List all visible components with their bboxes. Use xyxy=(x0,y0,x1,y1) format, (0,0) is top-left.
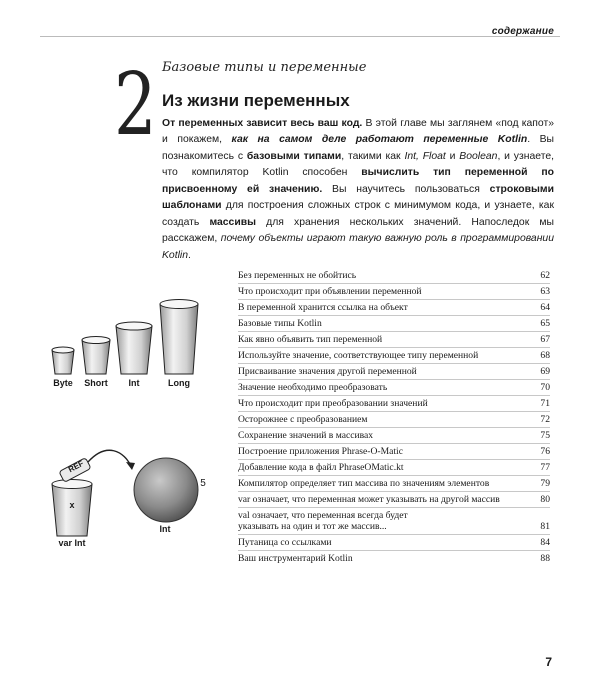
toc-entry[interactable] xyxy=(238,364,550,380)
toc-entry-page: 79 xyxy=(540,478,550,489)
section-label: содержание xyxy=(491,26,554,37)
chapter-number: 2 xyxy=(114,55,157,155)
toc-entry[interactable] xyxy=(238,380,550,396)
toc-entry-page: 72 xyxy=(540,414,550,425)
var-name-label: x xyxy=(69,500,75,510)
toc-entry-page: 76 xyxy=(540,446,550,457)
toc-entry-title: Что происходит при объявлении переменной xyxy=(238,286,422,297)
toc-entry-title: Присваивание значения другой переменной xyxy=(238,366,417,377)
toc-entry[interactable] xyxy=(238,332,550,348)
toc-entry[interactable] xyxy=(238,268,550,284)
toc-entry[interactable] xyxy=(238,535,550,551)
chapter-subtitle: Базовые типы и переменные xyxy=(162,60,367,75)
intro-term: массивы xyxy=(209,216,256,228)
intro-text: В этой главе мы заглянем «под капот» и покажем, xyxy=(162,118,554,146)
intro-emph: как на самом деле работают переменные Kotlin xyxy=(231,134,528,146)
toc-entry-page: 81 xyxy=(540,521,550,532)
toc-entry[interactable] xyxy=(238,348,550,364)
intro-text: для построения сложных строк с минимумом кода, и узнаете, как создать xyxy=(162,200,554,228)
reference-arrow-icon xyxy=(88,450,132,468)
toc-entry-title: Сохранение значений в массивах xyxy=(238,430,374,441)
illustration xyxy=(46,290,226,560)
object-value-label: 5 xyxy=(200,478,206,489)
cups-drawing xyxy=(46,290,226,560)
intro-text: для хранения нескольких значений. Напоследок мы расскажем, xyxy=(162,216,555,245)
toc-entry-page: 68 xyxy=(540,350,550,361)
chapter-intro xyxy=(162,116,554,264)
cup-label: Short xyxy=(84,378,108,388)
toc-entry-title: Путаница со ссылками xyxy=(238,537,332,548)
toc-entry[interactable] xyxy=(238,284,550,300)
intro-term: строковыми шаблонами xyxy=(162,183,554,212)
page-number: 7 xyxy=(545,655,552,669)
toc-entry[interactable] xyxy=(238,492,550,508)
toc-entry[interactable] xyxy=(238,300,550,316)
cup-int-icon xyxy=(116,322,152,374)
toc-entry-page: 69 xyxy=(540,366,550,377)
toc-entry-page: 75 xyxy=(540,430,550,441)
toc-entry-title: Компилятор определяет тип массива по значениям элементов xyxy=(238,478,490,489)
toc-entry-title: Построение приложения Phrase-O-Matic xyxy=(238,446,403,457)
toc-entry[interactable] xyxy=(238,316,550,332)
toc-entry-title: Базовые типы Kotlin xyxy=(238,318,322,329)
toc-entry-page: 70 xyxy=(540,382,550,393)
ref-label: REF xyxy=(66,458,86,475)
cup-byte-icon xyxy=(52,347,74,374)
toc-entry-page: 77 xyxy=(540,462,550,473)
toc-entry-title: Ваш инструментарий Kotlin xyxy=(238,553,353,564)
toc-entry[interactable] xyxy=(238,444,550,460)
chapter-title: Из жизни переменных xyxy=(162,91,350,110)
toc-entry-page: 84 xyxy=(540,537,550,548)
intro-text: . Вы познакомитесь с xyxy=(162,134,554,162)
toc-entry-title: val означает, что переменная всегда будет указывать на один и тот же массив... xyxy=(238,510,408,532)
toc-entry-title: Значение необходимо преобразовать xyxy=(238,382,388,393)
object-ball-icon xyxy=(134,458,198,522)
intro-text: Вы научитесь пользоваться xyxy=(322,183,490,195)
toc-entry-page: 67 xyxy=(540,334,550,345)
toc-entry-title: Осторожнее с преобразованием xyxy=(238,414,368,425)
cup-label: Long xyxy=(168,378,190,388)
toc-entry-page: 71 xyxy=(540,398,550,409)
toc-entry[interactable] xyxy=(238,476,550,492)
cup-short-icon xyxy=(82,337,110,375)
header-rule xyxy=(40,36,560,37)
intro-term: базовыми типами xyxy=(246,150,342,162)
cup-long-icon xyxy=(160,300,198,375)
cup-label: Byte xyxy=(53,378,73,388)
toc-entry[interactable] xyxy=(238,508,550,535)
intro-type-name: Boolean xyxy=(459,150,498,162)
toc-entry-page: 88 xyxy=(540,553,550,564)
object-type-label: Int xyxy=(159,524,171,534)
intro-text: и xyxy=(445,150,460,162)
toc-entry[interactable] xyxy=(238,396,550,412)
arrowhead-icon xyxy=(126,462,135,470)
var-type-label: var Int xyxy=(58,538,86,548)
intro-italic: почему объекты играют такую важную роль в программировании Kotlin xyxy=(162,233,554,261)
toc-entry-title: В переменной хранится ссылка на объект xyxy=(238,302,408,313)
toc-entry-title: Добавление кода в файл PhraseOMatic.kt xyxy=(238,462,404,473)
toc-entry[interactable] xyxy=(238,412,550,428)
toc-entry-title: Без переменных не обойтись xyxy=(238,270,357,281)
intro-text: . xyxy=(188,249,191,261)
toc-entry[interactable] xyxy=(238,460,550,476)
toc-list xyxy=(238,268,550,566)
toc-entry-page: 63 xyxy=(540,286,550,297)
toc-entry[interactable] xyxy=(238,551,550,566)
intro-type-names: Int, Float xyxy=(404,150,446,162)
toc-entry-title: Что происходит при преобразовании значений xyxy=(238,398,428,409)
intro-term: вычислить тип переменной по присвоенному ей значению. xyxy=(162,167,554,195)
cup-label: Int xyxy=(128,378,140,388)
intro-lead: От переменных зависит весь ваш код. xyxy=(162,118,363,129)
toc-entry-page: 64 xyxy=(540,302,550,313)
toc-entry-title: Используйте значение, соответствующее типу переменной xyxy=(238,350,479,361)
intro-text: , и узнаете, что компилятор Kotlin способен xyxy=(162,150,555,179)
intro-text: , такими как xyxy=(341,150,405,162)
toc-entry-page: 65 xyxy=(540,318,550,329)
toc-entry-title: Как явно объявить тип переменной xyxy=(238,334,383,345)
toc-entry-page: 62 xyxy=(540,270,550,281)
toc-entry-title: var означает, что переменная может указывать на другой массив xyxy=(238,494,500,505)
toc-entry-page: 80 xyxy=(540,494,550,505)
toc-entry[interactable] xyxy=(238,428,550,444)
